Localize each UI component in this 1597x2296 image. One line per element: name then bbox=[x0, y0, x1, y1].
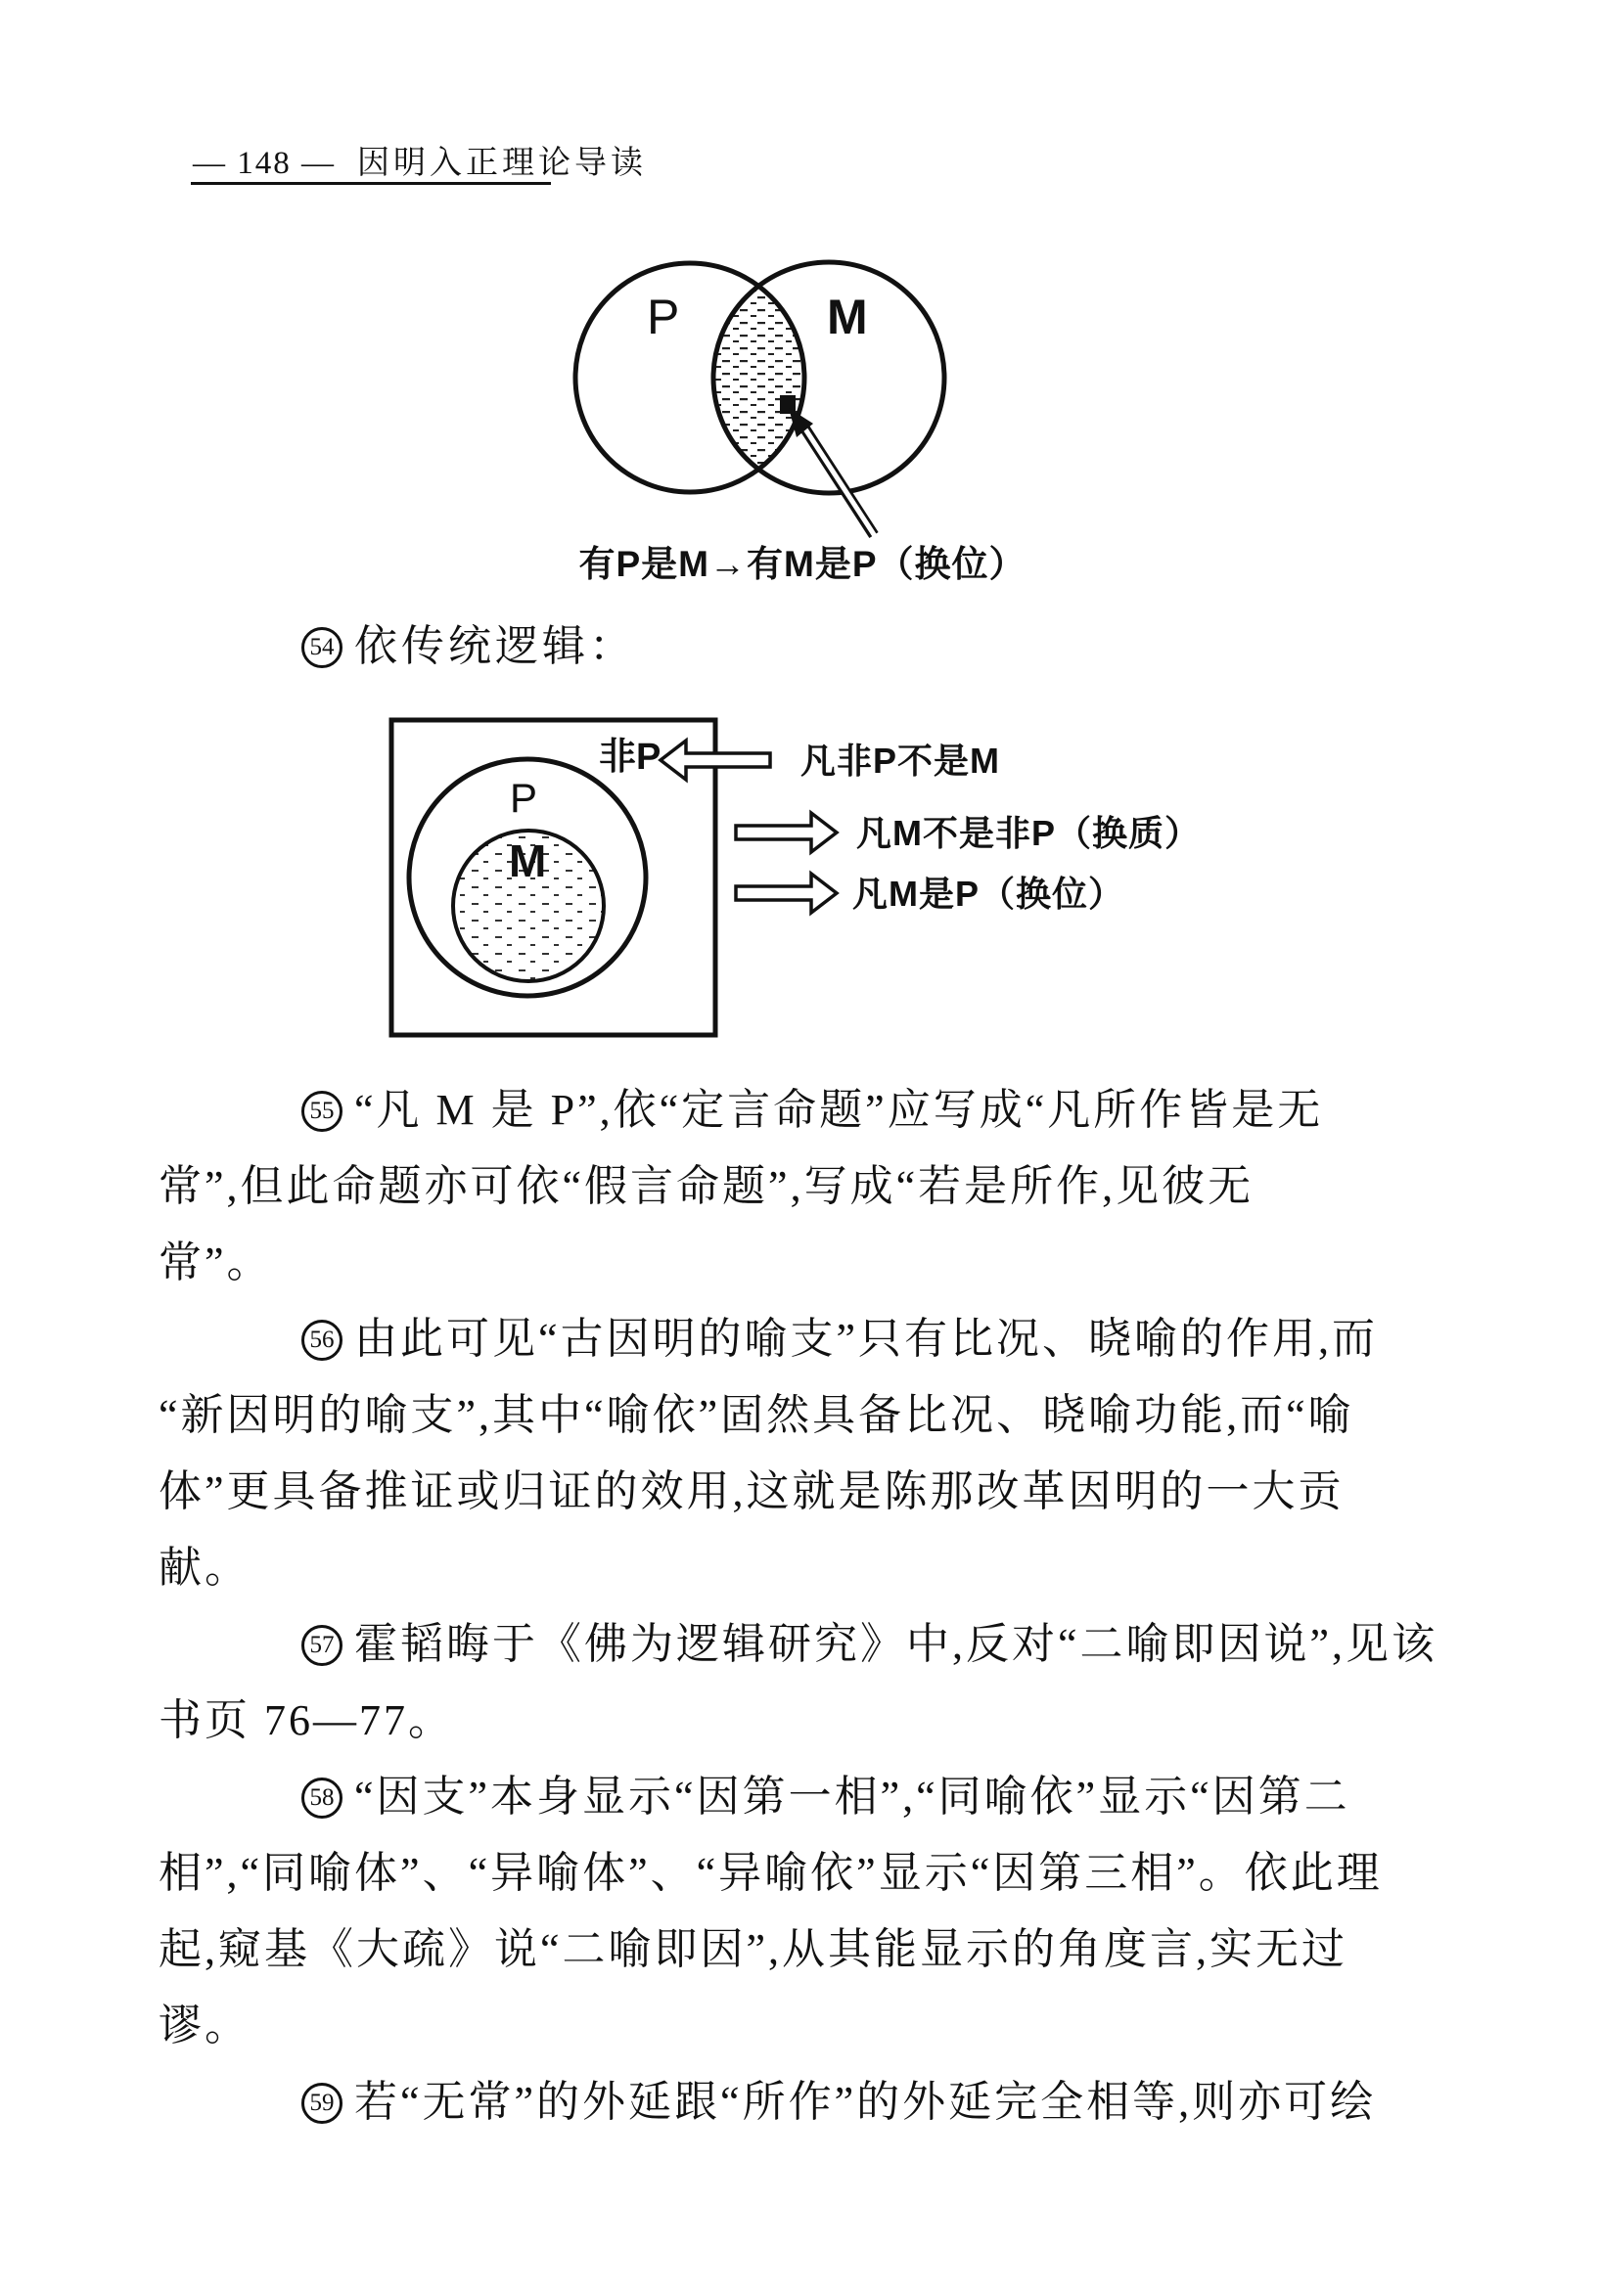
label-not-p: 非P bbox=[599, 737, 662, 778]
note-59-line-1 bbox=[159, 2064, 1442, 2140]
statement-m-not-not-p: 凡M不是非P（换质） bbox=[856, 813, 1202, 853]
note-marker-56: 56 bbox=[301, 1320, 342, 1361]
statement-not-p-not-m: 凡非P不是M bbox=[800, 741, 1001, 781]
note-marker-55: 55 bbox=[301, 1091, 342, 1132]
text-line: 献。 bbox=[159, 1544, 251, 1592]
text-line: 书页 76—77。 bbox=[159, 1696, 454, 1744]
label-m: M bbox=[827, 290, 868, 344]
page-number: — 148 — bbox=[193, 146, 336, 181]
page-header bbox=[193, 137, 647, 183]
note-marker-54: 54 bbox=[301, 627, 342, 668]
note-54-line bbox=[159, 608, 1440, 685]
venn-caption: 有P是M→有M是P（换位） bbox=[578, 544, 1027, 584]
body-text bbox=[159, 1072, 1442, 2140]
arrow-right-icon-1 bbox=[736, 813, 837, 852]
text-line: “新因明的喻支”,其中“喻依”固然具备比况、晓喻功能,而“喻 bbox=[159, 1391, 1354, 1439]
arrow-right-icon-2 bbox=[736, 874, 837, 913]
note-58-line-1 bbox=[159, 1759, 1442, 1835]
text-line: “凡 M 是 P”,依“定言命题”应写成“凡所作皆是无 bbox=[354, 1086, 1324, 1134]
text-line: 谬。 bbox=[159, 2002, 251, 2049]
text-line: 若“无常”的外延跟“所作”的外延完全相等,则亦可绘 bbox=[354, 2078, 1377, 2126]
book-title: 因明入正理论导读 bbox=[357, 146, 647, 181]
header-rule bbox=[191, 182, 551, 185]
label-m: M bbox=[509, 835, 547, 886]
text-line: 体”更具备推证或归证的效用,这就是陈那改革因明的一大贡 bbox=[159, 1467, 1345, 1515]
text-line: 相”,“同喻体”、“异喻体”、“异喻依”显示“因第三相”。依此理 bbox=[159, 1849, 1383, 1897]
text-line: 常”。 bbox=[159, 1238, 273, 1286]
note-marker-59: 59 bbox=[301, 2083, 342, 2124]
pointer-arrow-shaft-inner bbox=[802, 425, 877, 539]
label-p: P bbox=[510, 775, 538, 821]
note-56-line-1 bbox=[159, 1301, 1442, 1377]
note-marker-57: 57 bbox=[301, 1625, 342, 1666]
note-marker-58: 58 bbox=[301, 1778, 342, 1819]
statement-m-is-p: 凡M是P（换位） bbox=[852, 874, 1125, 914]
text-line: 常”,但此命题亦可依“假言命题”,写成“若是所作,见彼无 bbox=[159, 1162, 1255, 1210]
text-line: 霍韬晦于《佛为逻辑研究》中,反对“二喻即因说”,见该 bbox=[354, 1620, 1438, 1668]
label-p: P bbox=[647, 290, 680, 344]
note-54-text: 依传统逻辑： bbox=[354, 622, 636, 670]
note-57-line-1 bbox=[159, 1606, 1442, 1683]
note-55-line-1 bbox=[159, 1072, 1442, 1148]
text-line: 由此可见“古因明的喻支”只有比况、晓喻的作用,而 bbox=[354, 1315, 1379, 1363]
text-line: “因支”本身显示“因第一相”,“同喻依”显示“因第二 bbox=[354, 1773, 1350, 1821]
text-line: 起,窥基《大疏》说“二喻即因”,从其能显示的角度言,实无过 bbox=[159, 1925, 1348, 1973]
